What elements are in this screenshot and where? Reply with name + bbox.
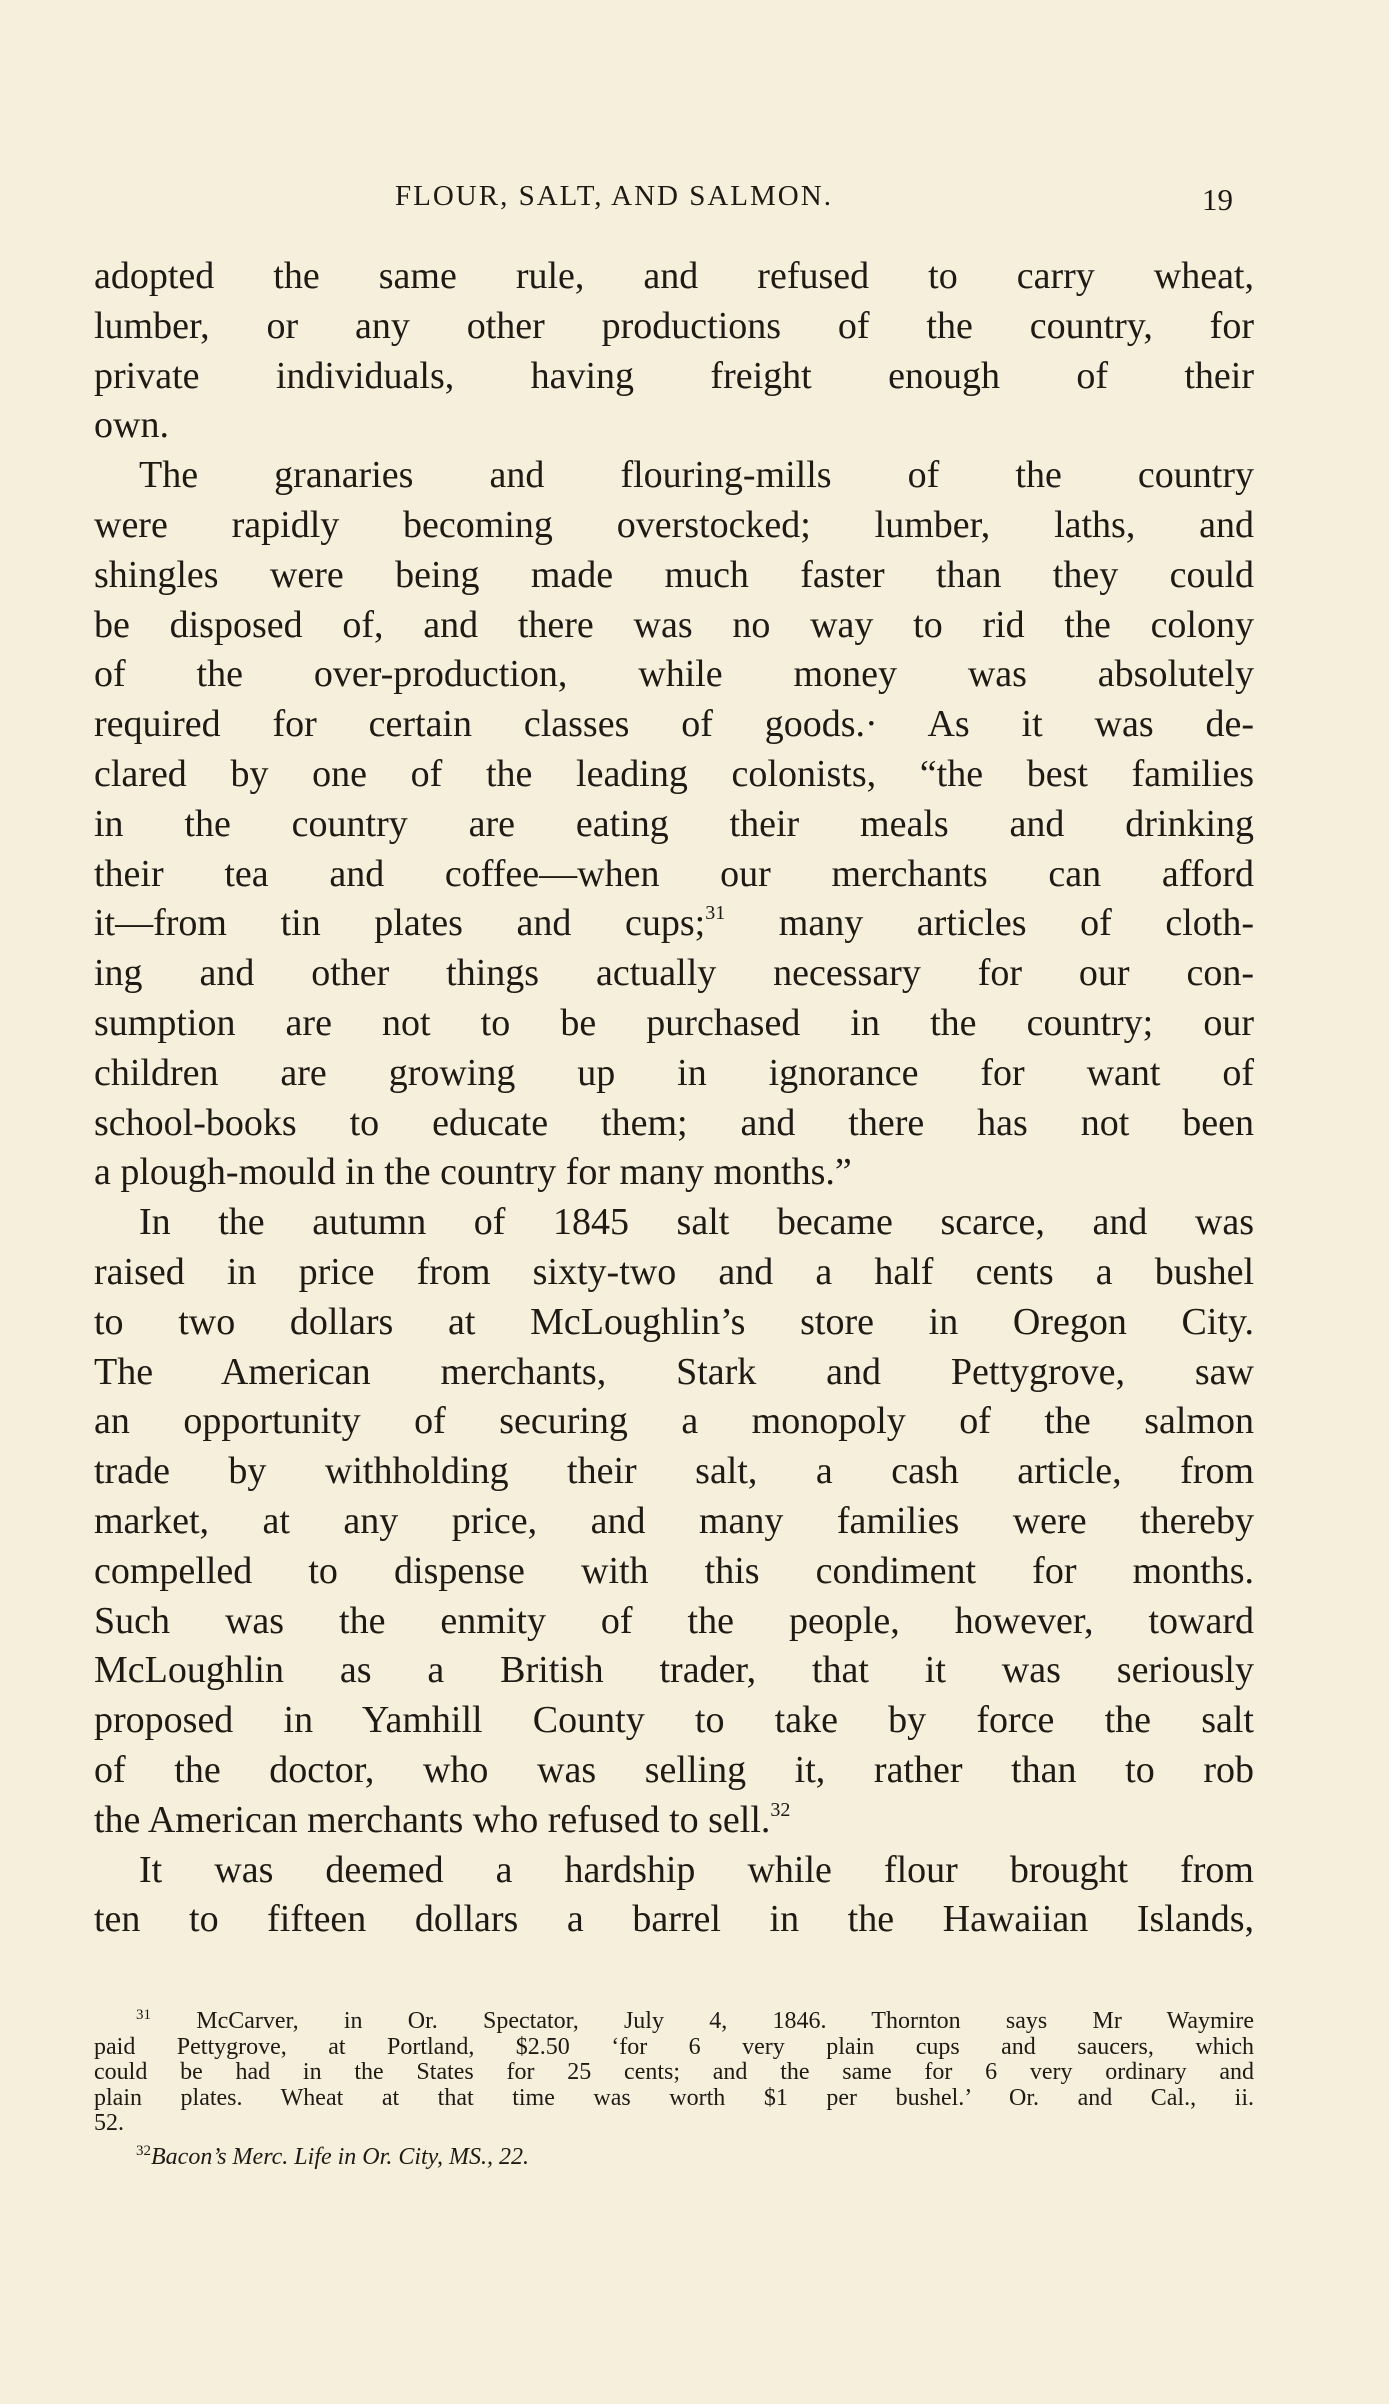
text-line: McLoughlin as a British trader, that it was seriously xyxy=(94,1649,1254,1692)
text-line: their tea and coffee—when our merchants can afford xyxy=(94,852,1254,895)
text-line: shingles were being made much faster than they could xyxy=(94,553,1254,596)
text-line: clared by one of the leading colonists, “the best families xyxy=(94,752,1254,795)
text-line: raised in price from sixty-two and a half cents a bushel xyxy=(94,1250,1254,1293)
text-line: Such was the enmity of the people, however, toward xyxy=(94,1599,1254,1642)
text-line: were rapidly becoming overstocked; lumber, laths, and xyxy=(94,503,1254,546)
text-line: children are growing up in ignorance for want of xyxy=(94,1051,1254,1094)
text-line: sumption are not to be purchased in the country; our xyxy=(94,1001,1254,1044)
text-line: of the over-production, while money was absolutely xyxy=(94,653,1254,696)
text-line: ing and other things actually necessary for our con- xyxy=(94,952,1254,995)
footnotes xyxy=(94,2009,1254,2170)
body-text xyxy=(94,252,1254,1945)
text-line: trade by withholding their salt, a cash article, from xyxy=(94,1450,1254,1493)
footnote-31 xyxy=(94,2009,1254,2035)
footnote-marker: 31 xyxy=(136,2007,151,2023)
text-fragment: the American merchants who refused to sell. xyxy=(94,1798,771,1841)
text-line: an opportunity of securing a monopoly of the salmon xyxy=(94,1400,1254,1443)
text-line: adopted the same rule, and refused to carry wheat, xyxy=(94,255,1254,297)
footnote-text: Bacon’s Merc. Life in Or. City, MS., 22. xyxy=(151,2143,529,2170)
text-line-with-note-ref xyxy=(94,899,1254,949)
text-line: compelled to dispense with this condiment for months. xyxy=(94,1549,1254,1592)
text-line: own. xyxy=(94,404,169,447)
text-line: a plough-mould in the country for many months.” xyxy=(94,1151,852,1194)
text-line: The American merchants, Stark and Pettygrove, saw xyxy=(94,1350,1254,1393)
footnote-line: plain plates. Wheat at that time was worth $1 per bushel.’ Or. and Cal., ii. xyxy=(94,2084,1254,2111)
text-line: required for certain classes of goods.· As it was de- xyxy=(94,703,1254,746)
footnote-32 xyxy=(94,2142,1254,2171)
text-fragment: it—from tin plates and cups; xyxy=(94,902,706,945)
text-line: market, at any price, and many families were thereby xyxy=(94,1499,1254,1542)
text-line: school-books to educate them; and there has not been xyxy=(94,1101,1254,1144)
text-line: of the doctor, who was selling it, rather than to rob xyxy=(94,1748,1254,1791)
page-number: 19 xyxy=(1202,182,1233,217)
text-fragment: many articles of cloth- xyxy=(725,902,1254,945)
text-line: proposed in Yamhill County to take by force the salt xyxy=(94,1699,1254,1742)
text-line: lumber, or any other productions of the country, for xyxy=(94,304,1254,347)
text-line-with-note-ref xyxy=(94,1796,1254,1846)
text-line: be disposed of, and there was no way to rid the colony xyxy=(94,603,1254,646)
footnote-marker: 32 xyxy=(136,2142,151,2159)
footnote-ref-32: 32 xyxy=(770,1798,791,1821)
running-head xyxy=(0,180,1389,220)
text-line: ten to fifteen dollars a barrel in the Hawaiian Islands, xyxy=(94,1898,1254,1941)
footnote-ref-31: 31 xyxy=(705,902,726,925)
text-line: to two dollars at McLoughlin’s store in Oregon City. xyxy=(94,1300,1254,1343)
text-line: In the autumn of 1845 salt became scarce, and was xyxy=(139,1201,1254,1244)
footnote-line: 52. xyxy=(94,2110,124,2136)
text-line: private individuals, having freight enough of their xyxy=(94,354,1254,397)
text-line: It was deemed a hardship while flour brought from xyxy=(139,1848,1254,1891)
running-title: FLOUR, SALT, AND SALMON. xyxy=(395,180,833,212)
text-line: The granaries and flouring-mills of the country xyxy=(139,454,1254,497)
footnote-line: could be had in the States for 25 cents; and the same for 6 very ordinary and xyxy=(94,2059,1254,2085)
footnote-text: McCarver, in Or. Spectator, July 4, 1846. Thornton says Mr Waymire xyxy=(151,2008,1254,2034)
footnote-line: paid Pettygrove, at Portland, $2.50 ‘for 6 very plain cups and saucers, which xyxy=(94,2033,1254,2060)
text-line: in the country are eating their meals and drinking xyxy=(94,802,1254,845)
